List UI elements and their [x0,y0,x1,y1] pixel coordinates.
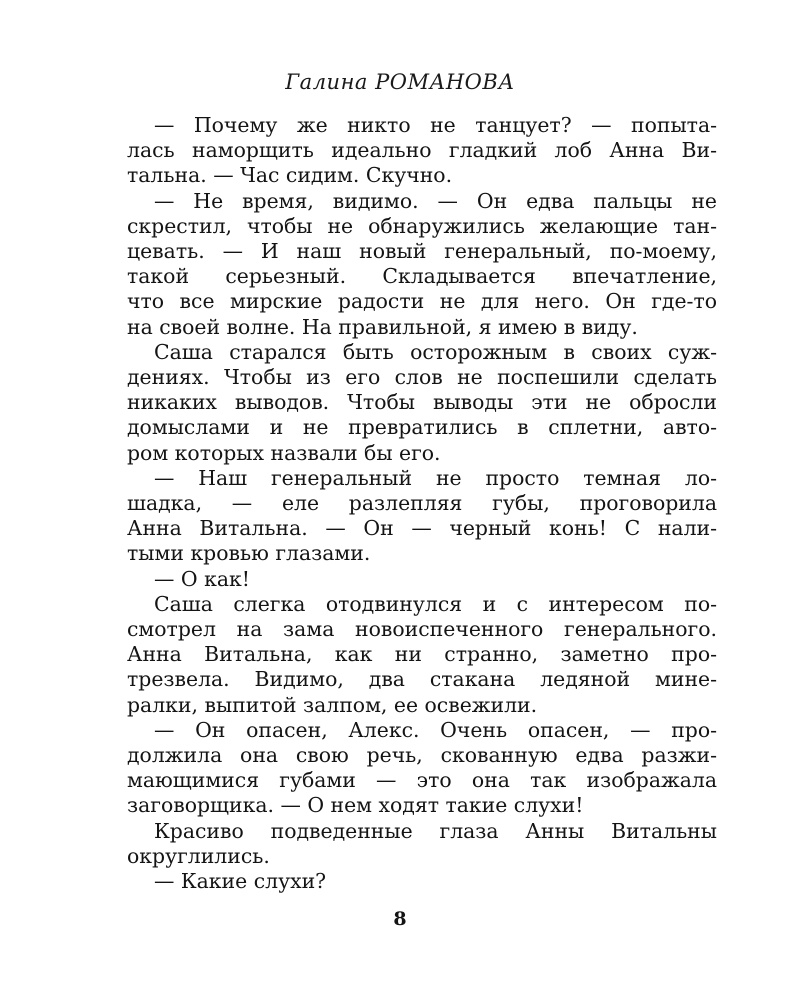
paragraph [127,718,717,819]
text-line: смотрел на зама новоиспеченного генерального. [127,617,717,642]
text-line: — Он опасен, Алекс. Очень опасен, — про- [154,717,717,742]
text-line: тальна. — Час сидим. Скучно. [127,163,453,188]
text-line: что все мирские радости не для него. Он где-то [127,289,717,314]
paragraph [127,567,717,592]
body-text [127,113,717,894]
text-line: шадка, — еле разлепляя губы, проговорила [127,491,717,516]
text-line: ром которых назвали бы его. [127,440,441,465]
text-line: лась наморщить идеально гладкий лоб Анна Ви- [127,138,717,163]
text-line: мающимися губами — это она так изображала [127,768,717,793]
text-line: заговорщика. — О нем ходят такие слухи! [127,793,584,818]
text-line: Красиво подведенные глаза Анны Витальны [154,818,717,843]
text-line: Анна Витальна. — Он — черный конь! С нали- [127,516,717,541]
text-line: — Не время, видимо. — Он едва пальцы не [154,188,717,213]
text-line: Саша слегка отодвинулся и с интересом по- [154,591,717,616]
text-line: должила она свою речь, скованную едва разжи- [127,743,717,768]
text-line: ралки, выпитой залпом, ее освежили. [127,692,538,717]
page-number: 8 [393,908,407,930]
text-line: на своей волне. На правильной, я имею в виду. [127,314,638,339]
paragraph [127,189,717,340]
text-line: Саша старался быть осторожным в своих суж- [154,339,717,364]
running-head: Галина РОМАНОВА [285,70,515,94]
text-line: такой серьезный. Складывается впечатление, [127,264,717,289]
paragraph [127,819,717,869]
text-line: — О как! [154,566,250,591]
text-line: — Наш генеральный не просто темная ло- [154,465,717,490]
text-line: трезвела. Видимо, два стакана ледяной мине- [127,667,717,692]
text-line: никаких выводов. Чтобы выводы эти не обросли [127,390,717,415]
text-line: Анна Витальна, как ни странно, заметно про- [127,642,717,667]
paragraph [127,869,717,894]
text-line: округлились. [127,843,270,868]
text-line: тыми кровью глазами. [127,541,371,566]
text-line: домыслами и не превратились в сплетни, авто- [127,415,717,440]
paragraph [127,340,717,466]
text-line: — Почему же никто не танцует? — попыта- [154,113,717,137]
paragraph [127,592,717,718]
paragraph [127,113,717,189]
text-line: цевать. — И наш новый генеральный, по-моему, [127,239,717,264]
text-line: дениях. Чтобы из его слов не поспешили сделать [127,365,717,390]
text-line: скрестил, чтобы не обнаружились желающие тан- [127,213,717,238]
paragraph [127,466,717,567]
text-line: — Какие слухи? [154,869,327,894]
